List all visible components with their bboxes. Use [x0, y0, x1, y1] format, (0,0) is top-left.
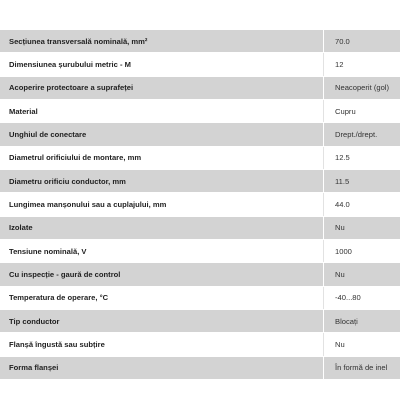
spec-row — [0, 76, 400, 99]
spec-label: Izolate — [0, 216, 324, 239]
spec-label: Tensiune nominală, V — [0, 240, 324, 263]
spec-row — [0, 146, 400, 169]
spec-row — [0, 216, 400, 239]
spec-value: Nu — [324, 263, 400, 286]
spec-value: Nu — [324, 333, 400, 356]
spec-row — [0, 53, 400, 76]
spec-value: 70.0 — [324, 30, 400, 53]
spec-value: Blocați — [324, 310, 400, 333]
spec-value: 44.0 — [324, 193, 400, 216]
spec-label: Tip conductor — [0, 310, 324, 333]
spec-row — [0, 30, 400, 53]
spec-value: Cupru — [324, 100, 400, 123]
spec-row — [0, 286, 400, 309]
spec-value: 12.5 — [324, 146, 400, 169]
spec-value: -40...80 — [324, 286, 400, 309]
spec-label: Temperatura de operare, °C — [0, 286, 324, 309]
spec-row — [0, 356, 400, 379]
spec-row — [0, 123, 400, 146]
spec-label: Diametrul orificiului de montare, mm — [0, 146, 324, 169]
spec-value: 11.5 — [324, 170, 400, 193]
spec-label: Material — [0, 100, 324, 123]
spec-value: 1000 — [324, 240, 400, 263]
spec-row — [0, 193, 400, 216]
spec-row — [0, 240, 400, 263]
spec-value: În formă de inel — [324, 356, 400, 379]
spec-row — [0, 100, 400, 123]
spec-label: Dimensiunea șurubului metric - M — [0, 53, 324, 76]
spec-label: Acoperire protectoare a suprafeței — [0, 76, 324, 99]
spec-label: Unghiul de conectare — [0, 123, 324, 146]
spec-value: Drept./drept. — [324, 123, 400, 146]
spec-label: Cu inspecție - gaură de control — [0, 263, 324, 286]
spec-label: Secțiunea transversală nominală, mm² — [0, 30, 324, 53]
spec-label: Lungimea manșonului sau a cuplajului, mm — [0, 193, 324, 216]
specifications-table — [0, 30, 400, 380]
spec-value: 12 — [324, 53, 400, 76]
spec-label: Diametru orificiu conductor, mm — [0, 170, 324, 193]
spec-row — [0, 170, 400, 193]
spec-row — [0, 263, 400, 286]
spec-label: Flanșă îngustă sau subțire — [0, 333, 324, 356]
spec-value: Nu — [324, 216, 400, 239]
spec-row — [0, 333, 400, 356]
spec-value: Neacoperit (gol) — [324, 76, 400, 99]
spec-row — [0, 310, 400, 333]
spec-label: Forma flanșei — [0, 356, 324, 379]
